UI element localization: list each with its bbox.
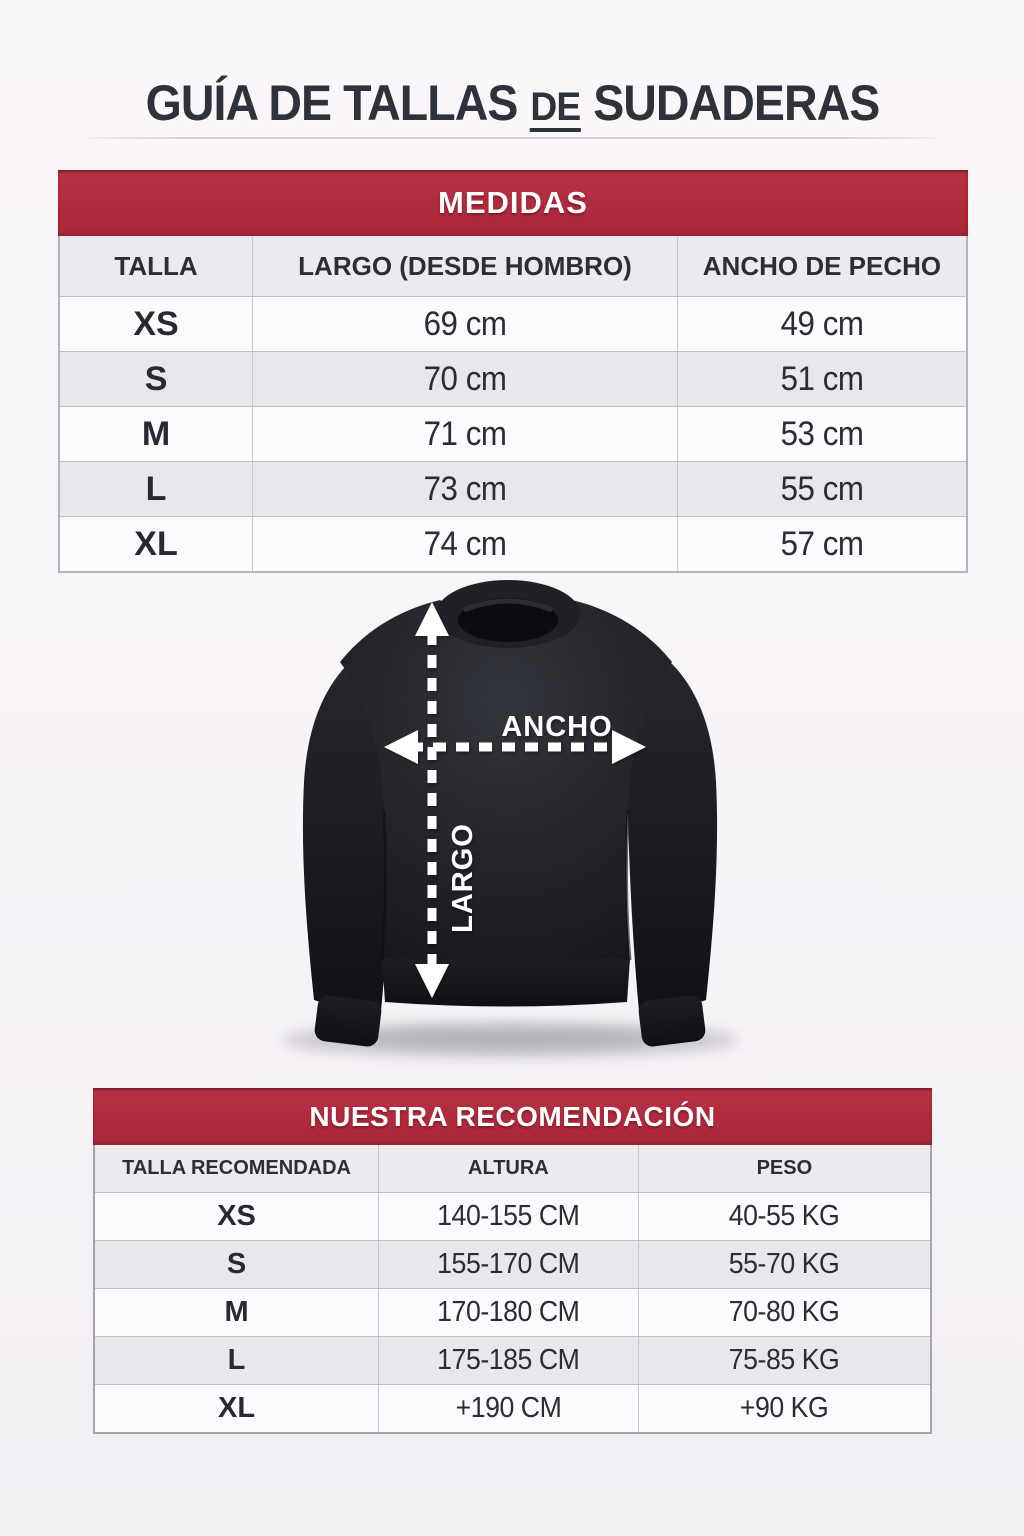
measurements-table-header-row: [60, 236, 966, 296]
value-cell: 55 cm: [677, 462, 966, 516]
value-cell: 155-170 CM: [378, 1241, 638, 1288]
recommendation-table-header-row: [95, 1145, 930, 1192]
page-title: [0, 74, 1024, 132]
title-part-1: GUÍA DE TALLAS: [145, 75, 518, 131]
width-label: ANCHO: [501, 711, 613, 743]
table-row: [95, 1384, 930, 1432]
value-cell: 70 cm: [252, 352, 677, 406]
value-cell: 57 cm: [677, 517, 966, 571]
table-row: [95, 1288, 930, 1336]
value-cell: 40-55 KG: [638, 1193, 930, 1240]
column-header-talla: TALLA: [60, 236, 252, 296]
size-label-cell: M: [224, 1296, 249, 1328]
value-cell: 74 cm: [252, 517, 677, 571]
measurements-table-title: MEDIDAS: [58, 170, 968, 236]
size-label-cell: XL: [134, 524, 178, 563]
value-cell: 170-180 CM: [378, 1289, 638, 1336]
title-divider-line: [88, 137, 936, 139]
table-row: [60, 351, 966, 406]
value-cell: +90 KG: [638, 1385, 930, 1432]
table-row: [60, 516, 966, 571]
measurements-table-rows: [60, 296, 966, 571]
value-cell: +190 CM: [378, 1385, 638, 1432]
value-cell: 70-80 KG: [638, 1289, 930, 1336]
table-row: [60, 406, 966, 461]
value-cell: 69 cm: [252, 297, 677, 351]
value-cell: 75-85 KG: [638, 1337, 930, 1384]
value-cell: 53 cm: [677, 407, 966, 461]
title-part-3: SUDADERAS: [592, 75, 879, 131]
column-header-altura: ALTURA: [378, 1145, 638, 1192]
length-label: LARGO: [447, 823, 479, 933]
size-label-cell: S: [226, 1248, 247, 1280]
table-row: [95, 1192, 930, 1240]
value-cell: 175-185 CM: [378, 1337, 638, 1384]
table-row: [60, 461, 966, 516]
title-part-de-underlined: DE: [529, 87, 581, 132]
value-cell: 73 cm: [252, 462, 677, 516]
value-cell: 51 cm: [677, 352, 966, 406]
size-label-cell: XS: [133, 304, 179, 343]
column-header-peso: PESO: [638, 1145, 930, 1192]
value-cell: 140-155 CM: [378, 1193, 638, 1240]
recommendation-table-body: [93, 1145, 932, 1434]
size-label-cell: S: [144, 359, 168, 398]
sweatshirt-diagram: [270, 570, 750, 1070]
size-label-cell: L: [227, 1344, 246, 1376]
column-header-largo: LARGO (DESDE HOMBRO): [252, 236, 677, 296]
measurements-table: [58, 170, 968, 573]
table-row: [95, 1336, 930, 1384]
table-row: [60, 296, 966, 351]
table-row: [95, 1240, 930, 1288]
recommendation-table-title: NUESTRA RECOMENDACIÓN: [93, 1088, 932, 1145]
size-label-cell: M: [141, 414, 171, 453]
value-cell: 55-70 KG: [638, 1241, 930, 1288]
value-cell: 71 cm: [252, 407, 677, 461]
size-label-cell: XS: [217, 1200, 256, 1232]
column-header-ancho: ANCHO DE PECHO: [677, 236, 966, 296]
measurements-table-body: [58, 236, 968, 573]
size-label-cell: XL: [218, 1392, 256, 1424]
recommendation-table-rows: [95, 1192, 930, 1432]
column-header-talla-recomendada: TALLA RECOMENDADA: [95, 1145, 378, 1192]
size-label-cell: L: [145, 469, 167, 508]
recommendation-table: [93, 1088, 932, 1434]
value-cell: 49 cm: [677, 297, 966, 351]
sweatshirt-image: [303, 580, 717, 1048]
